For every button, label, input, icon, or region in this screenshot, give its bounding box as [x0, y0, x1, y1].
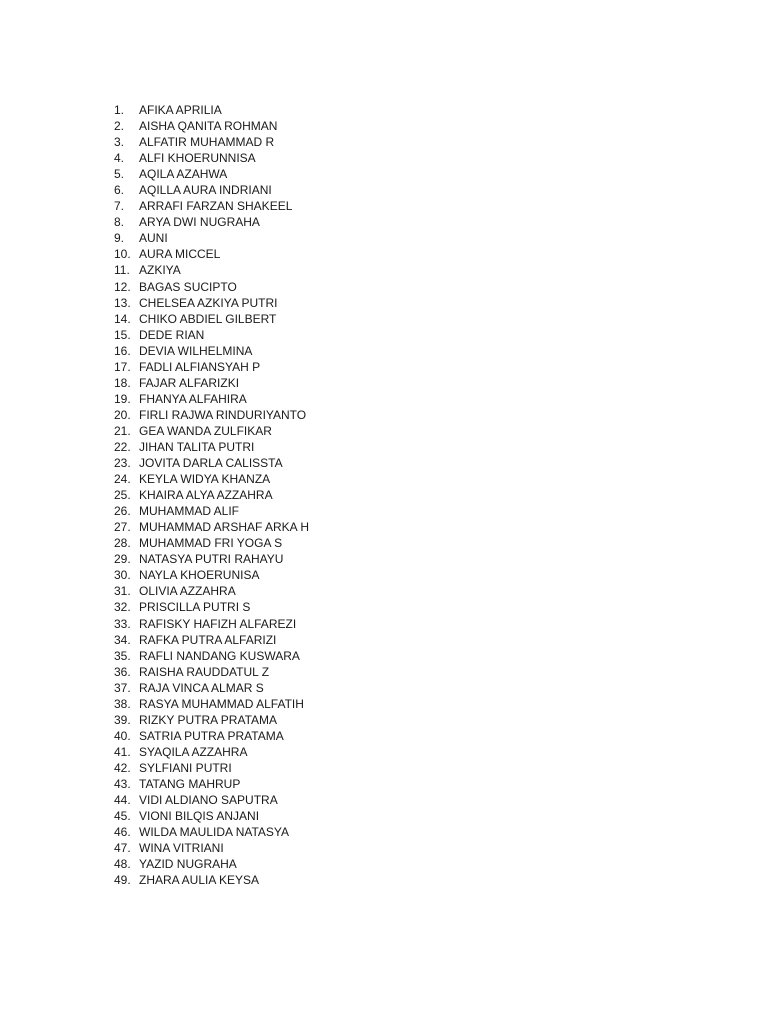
- list-item: [114, 664, 309, 680]
- list-item-name: AISHA QANITA ROHMAN: [139, 119, 278, 134]
- list-item-name: CHELSEA AZKIYA PUTRI: [139, 295, 278, 310]
- list-item-name: MUHAMMAD FRI YOGA S: [139, 536, 283, 551]
- list-item-number: 21.: [114, 423, 131, 438]
- list-item-name: DEVIA WILHELMINA: [139, 343, 253, 358]
- list-item-name: KHAIRA ALYA AZZAHRA: [139, 488, 273, 503]
- list-item: [114, 760, 309, 776]
- list-item-name: RAJA VINCA ALMAR S: [139, 680, 264, 695]
- list-item: [114, 214, 309, 230]
- list-item-number: 25.: [114, 488, 131, 503]
- list-item-number: 19.: [114, 391, 131, 406]
- list-item-number: 44.: [114, 793, 131, 808]
- list-item-number: 7.: [114, 199, 125, 214]
- list-item: [114, 118, 309, 134]
- list-item: [114, 632, 309, 648]
- list-item-name: BAGAS SUCIPTO: [139, 279, 237, 294]
- list-item: [114, 648, 309, 664]
- list-item-number: 42.: [114, 760, 131, 775]
- list-item-name: DEDE RIAN: [139, 327, 205, 342]
- list-item: [114, 599, 309, 615]
- list-item: [114, 728, 309, 744]
- list-item: [114, 808, 309, 824]
- list-item-number: 4.: [114, 151, 125, 166]
- list-item-name: GEA WANDA ZULFIKAR: [139, 423, 272, 438]
- list-item: [114, 455, 309, 471]
- student-name-list: [114, 102, 309, 888]
- list-item: [114, 311, 309, 327]
- list-item: [114, 150, 309, 166]
- list-item-number: 33.: [114, 616, 131, 631]
- list-item-number: 39.: [114, 712, 131, 727]
- list-item-number: 1.: [114, 103, 125, 117]
- list-item-name: NATASYA PUTRI RAHAYU: [139, 552, 284, 567]
- list-item-number: 37.: [114, 680, 131, 695]
- list-item-number: 38.: [114, 696, 131, 711]
- list-item-name: JIHAN TALITA PUTRI: [139, 439, 255, 454]
- list-item-number: 29.: [114, 552, 131, 567]
- list-item-name: RAFLI NANDANG KUSWARA: [139, 648, 300, 663]
- list-item: [114, 295, 309, 311]
- list-item: [114, 439, 309, 455]
- list-item-number: 27.: [114, 520, 131, 535]
- list-item-name: RAFISKY HAFIZH ALFAREZI: [139, 616, 297, 631]
- list-item: [114, 616, 309, 632]
- list-item-name: TATANG MAHRUP: [139, 776, 241, 791]
- list-item: [114, 262, 309, 278]
- list-item: [114, 182, 309, 198]
- list-item-name: MUHAMMAD ARSHAF ARKA H: [139, 520, 310, 535]
- list-item-name: ALFI KHOERUNNISA: [139, 151, 256, 166]
- list-item-number: 10.: [114, 247, 131, 262]
- list-item-number: 22.: [114, 439, 131, 454]
- list-item-number: 47.: [114, 841, 131, 856]
- list-item-number: 35.: [114, 648, 131, 663]
- list-item: [114, 680, 309, 696]
- list-item-number: 48.: [114, 857, 131, 872]
- list-item-number: 2.: [114, 119, 125, 134]
- list-item-name: OLIVIA AZZAHRA: [139, 584, 236, 599]
- list-item-number: 46.: [114, 825, 131, 840]
- list-item-name: AFIKA APRILIA: [139, 103, 222, 117]
- list-item: [114, 102, 309, 118]
- list-item: [114, 567, 309, 583]
- list-item-name: AQILA AZAHWA: [139, 167, 228, 182]
- list-item: [114, 327, 309, 343]
- list-item: [114, 343, 309, 359]
- list-item: [114, 503, 309, 519]
- list-item-number: 9.: [114, 231, 125, 246]
- list-item-name: CHIKO ABDIEL GILBERT: [139, 311, 277, 326]
- list-item-number: 24.: [114, 472, 131, 487]
- list-item-number: 5.: [114, 167, 125, 182]
- list-item-name: ARYA DWI NUGRAHA: [139, 215, 260, 230]
- list-item: [114, 279, 309, 295]
- list-item-name: VIONI BILQIS ANJANI: [139, 809, 260, 824]
- list-item-number: 6.: [114, 183, 125, 198]
- list-item-number: 8.: [114, 215, 125, 230]
- list-item-number: 36.: [114, 664, 131, 679]
- list-item: [114, 359, 309, 375]
- list-item-name: AURA MICCEL: [139, 247, 221, 262]
- list-item-number: 12.: [114, 279, 131, 294]
- list-item: [114, 840, 309, 856]
- list-item-name: FIRLI RAJWA RINDURIYANTO: [139, 407, 307, 422]
- list-item-name: JOVITA DARLA CALISSTA: [139, 456, 283, 471]
- list-item: [114, 744, 309, 760]
- list-item-number: 23.: [114, 456, 131, 471]
- list-item-number: 16.: [114, 343, 131, 358]
- list-item: [114, 792, 309, 808]
- list-item-name: FHANYA ALFAHIRA: [139, 391, 247, 406]
- list-item: [114, 712, 309, 728]
- list-item-name: MUHAMMAD ALIF: [139, 504, 240, 519]
- list-item: [114, 856, 309, 872]
- list-item-name: KEYLA WIDYA KHANZA: [139, 472, 271, 487]
- list-item: [114, 583, 309, 599]
- list-item: [114, 134, 309, 150]
- list-item-name: AUNI: [139, 231, 168, 246]
- list-item-name: AZKIYA: [139, 263, 181, 278]
- list-item-name: WINA VITRIANI: [139, 841, 224, 856]
- list-item-name: YAZID NUGRAHA: [139, 857, 237, 872]
- list-item: [114, 872, 309, 888]
- list-item-name: RAISHA RAUDDATUL Z: [139, 664, 270, 679]
- list-item: [114, 519, 309, 535]
- list-item-number: 3.: [114, 135, 125, 150]
- list-item-name: VIDI ALDIANO SAPUTRA: [139, 793, 278, 808]
- list-item: [114, 471, 309, 487]
- list-item: [114, 375, 309, 391]
- list-item-number: 14.: [114, 311, 131, 326]
- list-item: [114, 246, 309, 262]
- list-item-number: 20.: [114, 407, 131, 422]
- list-item: [114, 198, 309, 214]
- list-item-name: RAFKA PUTRA ALFARIZI: [139, 632, 277, 647]
- list-item-number: 41.: [114, 744, 131, 759]
- list-item-number: 28.: [114, 536, 131, 551]
- list-item-name: FADLI ALFIANSYAH P: [139, 359, 261, 374]
- list-item-number: 45.: [114, 809, 131, 824]
- list-item-number: 34.: [114, 632, 131, 647]
- list-item-number: 15.: [114, 327, 131, 342]
- list-item-number: 32.: [114, 600, 131, 615]
- list-item-number: 49.: [114, 873, 131, 888]
- list-item: [114, 423, 309, 439]
- list-item-number: 40.: [114, 728, 131, 743]
- list-item: [114, 824, 309, 840]
- list-item-name: WILDA MAULIDA NATASYA: [139, 825, 290, 840]
- list-item-number: 17.: [114, 359, 131, 374]
- list-item-number: 11.: [114, 263, 130, 278]
- list-item-name: PRISCILLA PUTRI S: [139, 600, 251, 615]
- list-item-number: 31.: [114, 584, 131, 599]
- list-item-number: 43.: [114, 776, 131, 791]
- list-item-name: ALFATIR MUHAMMAD R: [139, 135, 275, 150]
- list-item: [114, 487, 309, 503]
- list-item-number: 13.: [114, 295, 131, 310]
- list-item: [114, 776, 309, 792]
- list-item-name: RASYA MUHAMMAD ALFATIH: [139, 696, 304, 711]
- list-item-name: FAJAR ALFARIZKI: [139, 375, 240, 390]
- list-item: [114, 535, 309, 551]
- list-item-number: 30.: [114, 568, 131, 583]
- list-item-name: NAYLA KHOERUNISA: [139, 568, 260, 583]
- list-item: [114, 166, 309, 182]
- list-item-name: ZHARA AULIA KEYSA: [139, 873, 260, 888]
- list-item-number: 26.: [114, 504, 131, 519]
- list-item-name: SATRIA PUTRA PRATAMA: [139, 728, 284, 743]
- list-item: [114, 551, 309, 567]
- list-item-number: 18.: [114, 375, 131, 390]
- list-item-name: RIZKY PUTRA PRATAMA: [139, 712, 278, 727]
- list-item-name: AQILLA AURA INDRIANI: [139, 183, 272, 198]
- list-item-name: ARRAFI FARZAN SHAKEEL: [139, 199, 293, 214]
- list-item-name: SYAQILA AZZAHRA: [139, 744, 248, 759]
- list-item: [114, 696, 309, 712]
- list-item: [114, 407, 309, 423]
- list-item-name: SYLFIANI PUTRI: [139, 760, 232, 775]
- list-item: [114, 230, 309, 246]
- list-item: [114, 391, 309, 407]
